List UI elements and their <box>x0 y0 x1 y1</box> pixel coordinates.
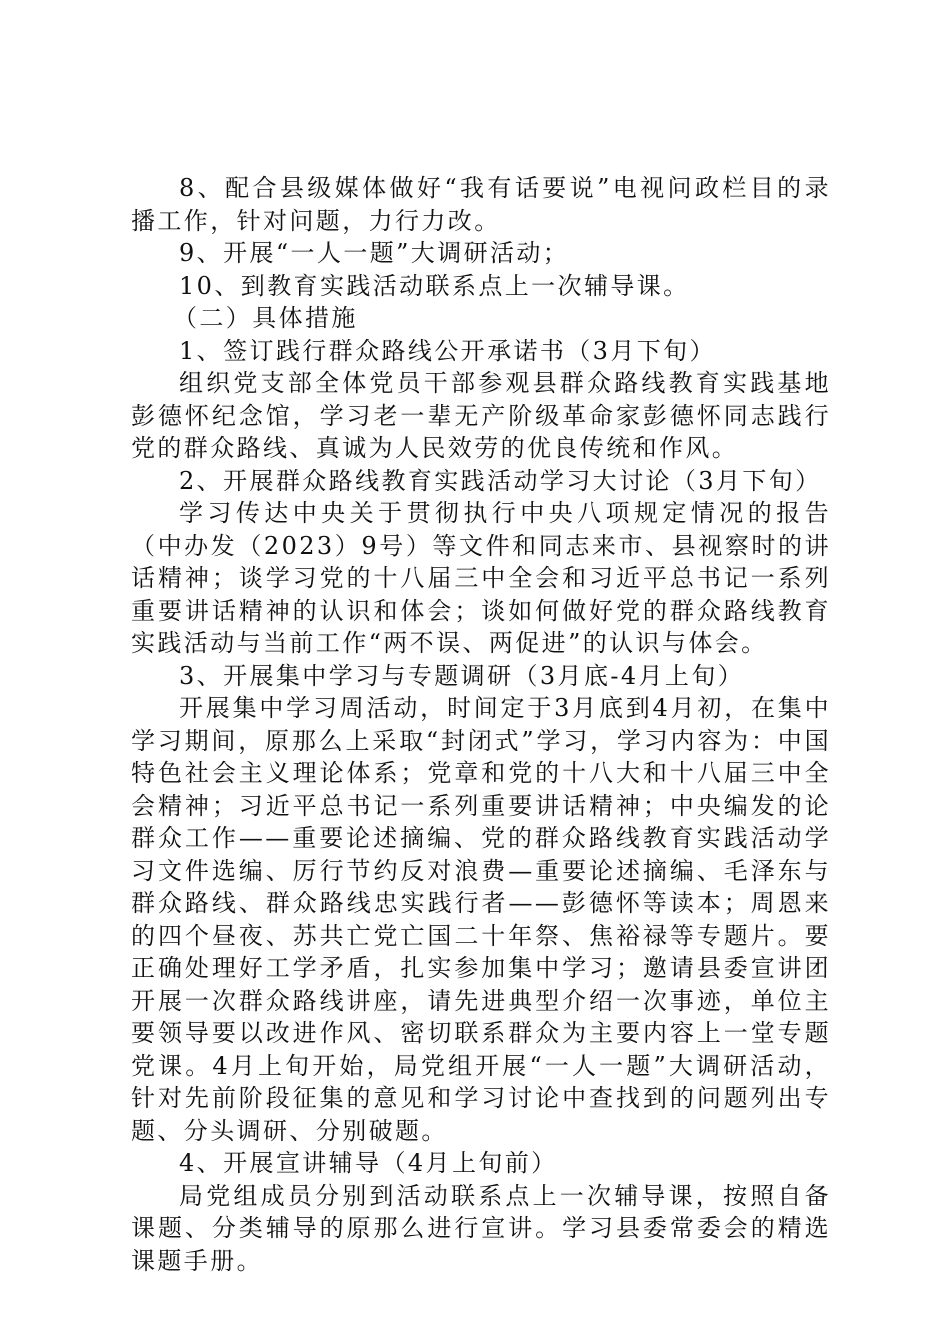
subheading-2: 2、开展群众路线教育实践活动学习大讨论（3月下旬） <box>179 466 822 495</box>
paragraph-body-3: 开展集中学习周活动，时间定于3月底到4月初，在集中学习期间，原那么上采取“封闭式”学习，学习内容为：中国特色社会主义理论体系；党章和党的十八大和十八届三中全会精神；习近平总书记一系列重要讲话精神；中央编发的论群众工作——重要论述摘编、党的群众路线教育实践活动学习文件选编、厉行节约反对浪费—重要论述摘编、毛泽东与群众路线、群众路线忠实践行者——彭德怀等读本；周恩来的四个昼夜、苏共亡党亡国二十年祭、焦裕禄等专题片。要正确处理好工学矛盾，扎实参加集中学习；邀请县委宣讲团开展一次群众路线讲座，请先进典型介绍一次事迹，单位主要领导要以改进作风、密切联系群众为主要内容上一堂专题党课。4月上旬开始，局党组开展“一人一题”大调研活动，针对先前阶段征集的意见和学习讨论中查找到的问题列出专题、分头调研、分别破题。 <box>131 694 831 1145</box>
paragraph-body-2: 学习传达中央关于贯彻执行中央八项规定情况的报告（中办发（2023）9号）等文件和同志来市、县视察时的讲话精神；谈学习党的十八届三中全会和习近平总书记一系列重要讲话精神的认识和体会；谈如何做好党的群众路线教育实践活动与当前工作“两不误、两促进”的认识与体会。 <box>131 499 831 657</box>
paragraph-body-4: 局党组成员分别到活动联系点上一次辅导课，按照自备课题、分类辅导的原那么进行宣讲。学习县委常委会的精选课题手册。 <box>131 1181 831 1275</box>
paragraph-item-9: 9、开展“一人一题”大调研活动； <box>179 239 570 267</box>
subheading-4: 4、开展宣讲辅导（4月上旬前） <box>179 1149 558 1177</box>
paragraph-item-10: 10、到教育实践活动联系点上一次辅导课。 <box>179 271 690 300</box>
subheading-1: 1、签订践行群众路线公开承诺书（3月下旬） <box>179 336 716 365</box>
document-body <box>131 172 831 1277</box>
paragraph-body-1: 组织党支部全体党员干部参观县群众路线教育实践基地彭德怀纪念馆，学习老一辈无产阶级革命家彭德怀同志践行党的群众路线、真诚为人民效劳的优良传统和作风。 <box>131 369 831 462</box>
paragraph-item-8: 8、配合县级媒体做好“我有话要说”电视问政栏目的录播工作，针对问题，力行力改。 <box>131 174 831 235</box>
section-heading-measures: （二）具体措施 <box>173 304 358 332</box>
subheading-3: 3、开展集中学习与专题调研（3月底-4月上旬） <box>179 661 745 690</box>
